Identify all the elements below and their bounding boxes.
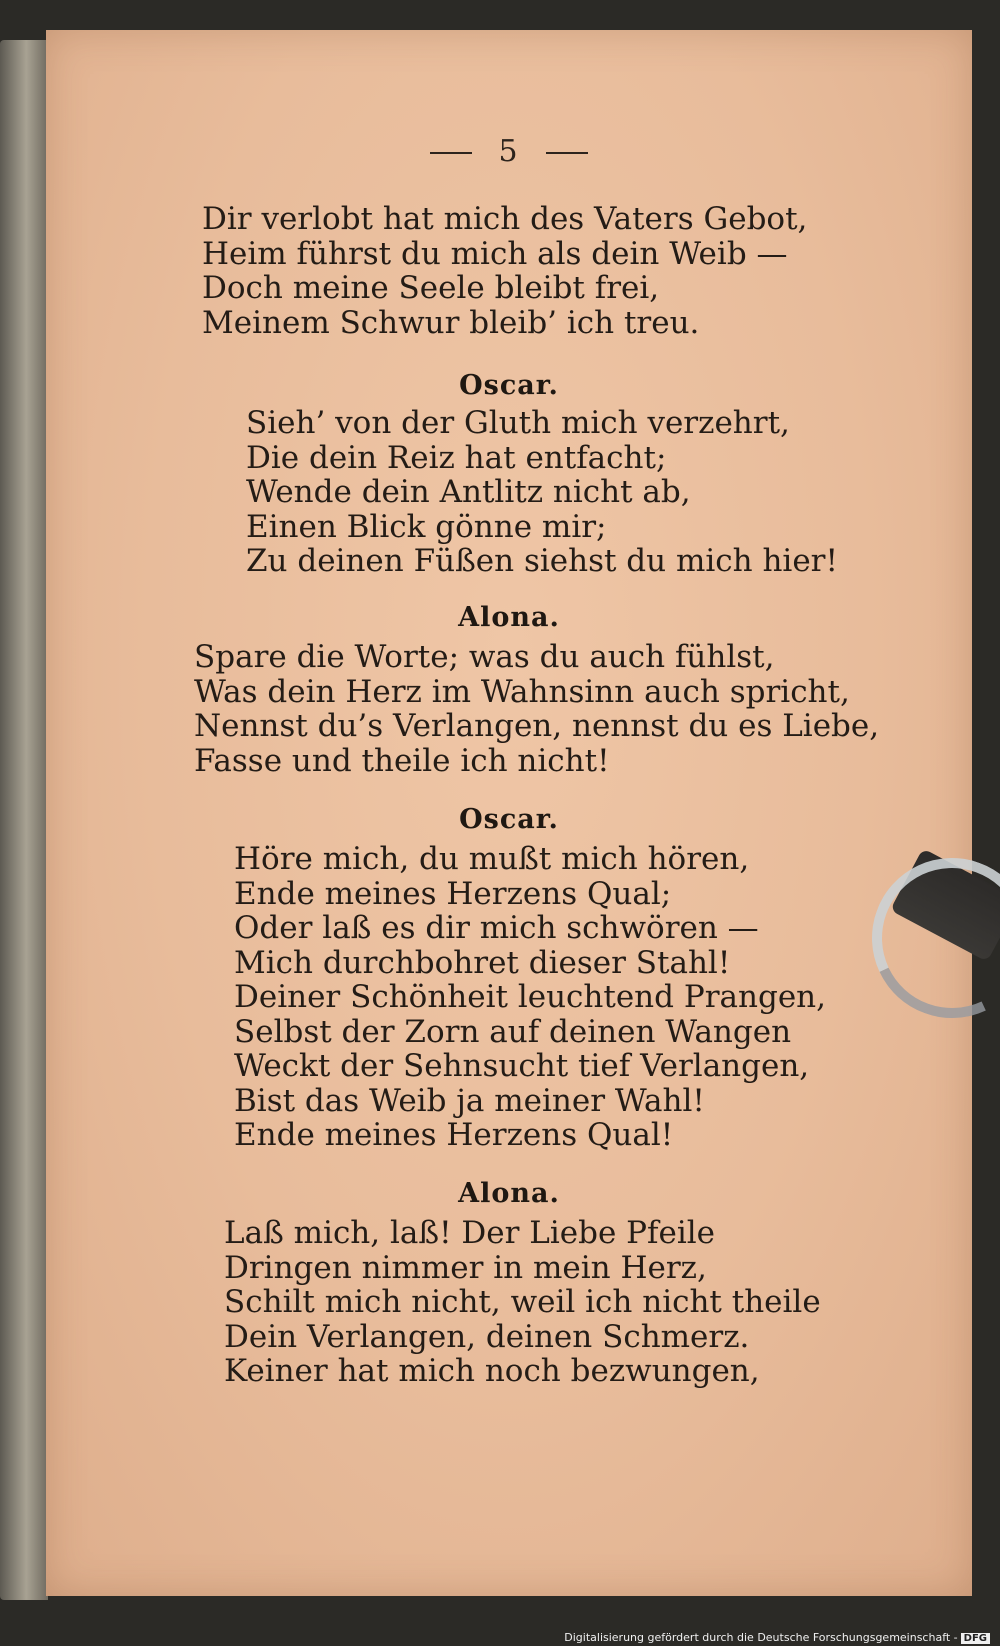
- verse-line: Weckt der Sehnsucht tief Verlangen,: [234, 1048, 810, 1084]
- footer-text: Digitalisierung gefördert durch die Deutsche Forschungsgemeinschaft -: [564, 1631, 958, 1644]
- verse-line: Was dein Herz im Wahnsinn auch spricht,: [194, 673, 850, 710]
- dfg-logo: DFG: [961, 1633, 990, 1644]
- verse-line: Spare die Worte; was du auch fühlst,: [194, 639, 775, 675]
- verse-line: Bist das Weib ja meiner Wahl!: [234, 1082, 705, 1119]
- verse-line: Doch meine Seele bleibt frei,: [202, 270, 660, 306]
- speaker-heading: Oscar.: [459, 804, 559, 835]
- verse-line: Fasse und theile ich nicht!: [194, 742, 610, 779]
- speaker-heading: Alona.: [458, 1178, 560, 1209]
- book-page: [46, 30, 972, 1596]
- book-spine-edge: [0, 40, 48, 1600]
- verse-line: Dein Verlangen, deinen Schmerz.: [224, 1318, 750, 1355]
- stanza-3: [194, 640, 879, 778]
- verse-line: Mich durchbohret dieser Stahl!: [234, 944, 731, 981]
- page-number: [46, 134, 972, 169]
- stanza-1: [202, 202, 807, 340]
- stanza-2: [246, 406, 838, 579]
- verse-line: Zu deinen Füßen siehst du mich hier!: [246, 543, 838, 579]
- verse-line: Heim führst du mich als dein Weib —: [202, 235, 788, 272]
- speaker-heading: Alona.: [458, 602, 560, 633]
- verse-line: Ende meines Herzens Qual;: [234, 875, 672, 912]
- verse-line: Dir verlobt hat mich des Vaters Gebot,: [202, 201, 808, 237]
- stanza-4: [234, 842, 826, 1153]
- verse-line: Oder laß es dir mich schwören —: [234, 910, 759, 946]
- verse-line: Dringen nimmer in mein Herz,: [224, 1249, 707, 1286]
- verse-line: Ende meines Herzens Qual!: [234, 1117, 674, 1153]
- verse-line: Sieh’ von der Gluth mich verzehrt,: [246, 405, 790, 441]
- verse-line: Selbst der Zorn auf deinen Wangen: [234, 1013, 792, 1050]
- verse-line: Schilt mich nicht, weil ich nicht theile: [224, 1284, 821, 1320]
- verse-line: Höre mich, du mußt mich hören,: [234, 841, 750, 877]
- verse-line: Laß mich, laß! Der Liebe Pfeile: [224, 1215, 716, 1251]
- verse-line: Einen Blick gönne mir;: [246, 508, 607, 545]
- page-number-text: 5: [498, 134, 520, 169]
- verse-line: Meinem Schwur bleib’ ich treu.: [202, 304, 700, 341]
- speaker-heading: Oscar.: [459, 370, 559, 401]
- digitization-footer: [564, 1631, 990, 1644]
- verse-line: Wende dein Antlitz nicht ab,: [246, 474, 691, 510]
- verse-line: Keiner hat mich noch bezwungen,: [224, 1353, 760, 1389]
- dash-right: [546, 152, 588, 154]
- verse-line: Deiner Schönheit leuchtend Prangen,: [234, 979, 826, 1015]
- dash-left: [430, 152, 472, 154]
- verse-line: Die dein Reiz hat entfacht;: [246, 439, 667, 476]
- verse-line: Nennst du’s Verlangen, nennst du es Liebe,: [194, 708, 880, 744]
- stanza-5: [224, 1216, 821, 1389]
